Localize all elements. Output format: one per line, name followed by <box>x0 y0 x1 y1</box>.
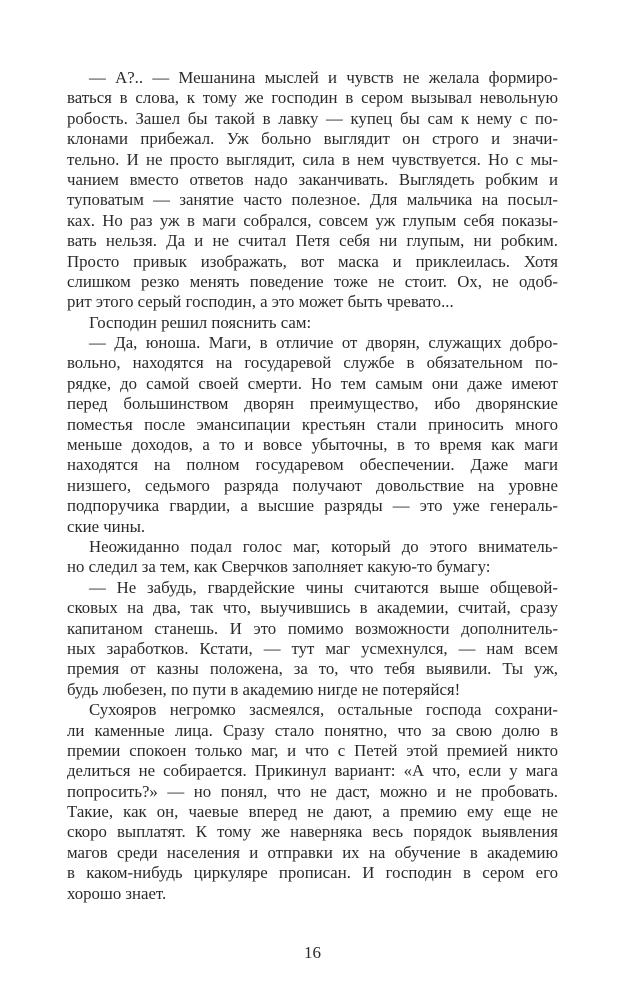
text-line: робость. Зашел бы такой в лавку — купец бы сам к нему с по- <box>67 108 558 128</box>
text-line: ские чины. <box>67 516 146 536</box>
text-line: ли каменные лица. Сразу стало понятно, что за свою долю в <box>67 720 558 740</box>
text-line: в каком-нибудь циркуляре прописан. И господин в сером его <box>67 863 558 883</box>
text-line: премия от казны положена, за то, что тебя выявили. Ты уж, <box>67 659 558 679</box>
paragraph <box>67 313 558 333</box>
text-line: вольно, находятся на государевой службе в обязательном по- <box>67 353 558 373</box>
text-line: вать нельзя. Да и не считал Петя себя ни глупым, ни робким. <box>67 231 558 251</box>
text-line: перед большинством дворян преимущество, ибо дворянские <box>67 394 558 414</box>
text-line: поместья после эмансипации крестьян стали приносить много <box>67 414 558 434</box>
text-line: будь любезен, по пути в академию нигде не потеряйся! <box>67 679 461 699</box>
text-line: Господин решил пояснить сам: <box>89 312 312 332</box>
paragraph <box>67 68 558 313</box>
text-line: магов среди населения и отправки их на обучение в академию <box>67 842 558 862</box>
text-line: рядке, до самой своей смерти. Но тем самым они даже имеют <box>67 373 558 393</box>
text-line: клонами прибежал. Уж больно выглядит он строго и значи- <box>67 129 558 149</box>
text-line: меньше доходов, а то и вовсе убыточны, в то время как маги <box>67 435 558 455</box>
text-line: подпоручика гвардии, а высшие разряды — это уже генераль- <box>67 496 558 516</box>
text-line: капитаном станешь. И это помимо возможности дополнитель- <box>67 618 558 638</box>
text-line: слишком резко менять поведение тоже не стоит. Ох, не одоб- <box>67 271 558 291</box>
paragraph <box>67 700 558 904</box>
text-line: Неожиданно подал голос маг, который до этого вниматель- <box>89 536 558 556</box>
text-line: Такие, как он, чаевые вперед не дают, а премию ему еще не <box>67 802 558 822</box>
text-line: скоро выплатят. К тому же наверняка весь порядок выявления <box>67 822 558 842</box>
text-line: тельно. И не просто выглядит, сила в нем чувствуется. Но с мы- <box>67 149 558 169</box>
text-line: чанием вместо ответов надо заканчивать. Выглядеть робким и <box>67 169 558 189</box>
text-line: находятся на полном государевом обеспечении. Даже маги <box>67 455 558 475</box>
text-line: премии спокоен только маг, и что с Петей этой премией никто <box>67 740 558 760</box>
text-line: Просто привык изображать, вот маска и приклеилась. Хотя <box>67 251 558 271</box>
text-line: ных заработков. Кстати, — тут маг усмехнулся, — нам всем <box>67 638 558 658</box>
text-line: ках. Но раз уж в маги собрался, совсем уж глупым себя показы- <box>67 210 558 230</box>
text-line: сковых на два, так что, выучившись в академии, считай, сразу <box>67 598 558 618</box>
text-line: рит этого серый господин, а это может быть чревато... <box>67 292 454 312</box>
page-number: 16 <box>304 943 321 962</box>
paragraph <box>67 578 558 700</box>
text-line: но следил за тем, как Сверчков заполняет какую-то бумагу: <box>67 557 491 577</box>
paragraph <box>67 537 558 578</box>
text-line: — А?.. — Мешанина мыслей и чувств не желала формиро- <box>89 68 558 87</box>
text-line: Сухояров негромко засмеялся, остальные господа сохрани- <box>89 700 558 720</box>
text-line: попросить?» — но понял, что не даст, можно и не пробовать. <box>67 781 558 801</box>
text-line: низшего, седьмого разряда получают довольствие на уровне <box>67 475 558 495</box>
text-line: туповатым — занятие часто полезное. Для мальчика на посыл- <box>67 190 558 210</box>
text-line: хорошо знает. <box>67 883 167 903</box>
book-page-text <box>67 68 558 904</box>
text-line: — Не забудь, гвардейские чины считаются выше общевой- <box>89 577 558 597</box>
text-line: делиться не собирается. Прикинул вариант: «А что, если у мага <box>67 761 558 781</box>
paragraph <box>67 333 558 537</box>
text-line: ваться в слова, к тому же господин в сером вызывал невольную <box>67 88 558 108</box>
text-line: — Да, юноша. Маги, в отличие от дворян, служащих добро- <box>89 333 558 353</box>
